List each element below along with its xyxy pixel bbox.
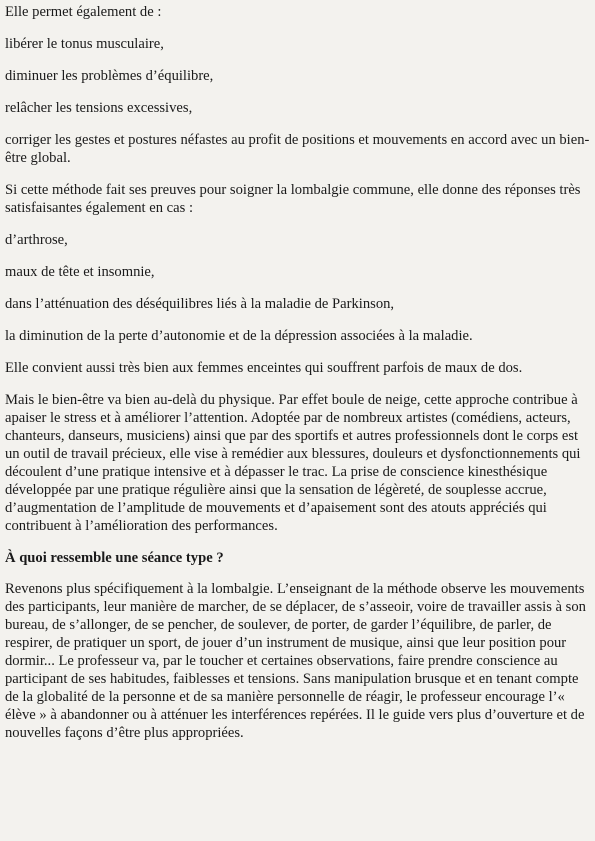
- list-item: relâcher les tensions excessives,: [5, 100, 193, 116]
- list-item: d’arthrose,: [5, 232, 68, 248]
- list-item: dans l’atténuation des déséquilibres liés à la maladie de Parkinson,: [5, 296, 395, 312]
- list-item: la diminution de la perte d’autonomie et de la dépression associées à la maladie.: [5, 328, 473, 344]
- list-item: corriger les gestes et postures néfastes au profit de positions et mouvements en accord avec un bien-être global.: [5, 132, 590, 166]
- list-item: diminuer les problèmes d’équilibre,: [5, 68, 214, 84]
- list-item: maux de tête et insomnie,: [5, 264, 155, 280]
- session-paragraph: Revenons plus spécifiquement à la lombalgie. L’enseignant de la méthode observe les mouvements des participants, leur manière de marcher, de se déplacer, de s’asseoir, voire de travailler assis à son bureau, de s’allonger, de se pencher, de soulever, de porter, de garder l’équilibre, de parler, de respirer, de pratiquer un sport, de jouer d’un instrument de musique, ainsi que leur position pour dormir... Le professeur va, par le toucher et certaines observations, faire prendre conscience au participant de ses habitudes, faiblesses et tensions. Sans manipulation brusque et en tenant compte de la globalité de la personne et de sa manière personnelle de réagir, le professeur encourage l’« élève » à abandonner ou à atténuer les interférences repérées. Il le guide vers plus d’ouverture et de nouvelles façons d’être plus appropriées.: [5, 581, 586, 741]
- pregnancy-paragraph: Elle convient aussi très bien aux femmes enceintes qui souffrent parfois de maux de dos.: [5, 360, 523, 376]
- intro-paragraph: Elle permet également de :: [5, 4, 162, 20]
- wellbeing-paragraph: Mais le bien-être va bien au-delà du physique. Par effet boule de neige, cette approche contribue à apaiser le stress et à améliorer l’attention. Adoptée par de nombreux artistes (comédiens, acteurs, chanteurs, danseurs, musiciens) ainsi que par des sportifs et autres professionnels dont le corps est un outil de travail précieux, elle vise à remédier aux blessures, douleurs et dysfonctionnements qui découlent d’une pratique intensive et à dépasser le trac. La prise de conscience kinesthésique développée par une pratique régulière ainsi que la sensation de légèreté, de souplesse accrue, d’augmentation de l’amplitude de mouvements et d’apaisement sont des atouts appréciés qui contribuent à l’amélioration des performances.: [5, 392, 581, 534]
- section-heading: À quoi ressemble une séance type ?: [5, 550, 224, 566]
- list-item: libérer le tonus musculaire,: [5, 36, 164, 52]
- lombalgie-paragraph: Si cette méthode fait ses preuves pour soigner la lombalgie commune, elle donne des réponses très satisfaisantes également en cas :: [5, 182, 581, 216]
